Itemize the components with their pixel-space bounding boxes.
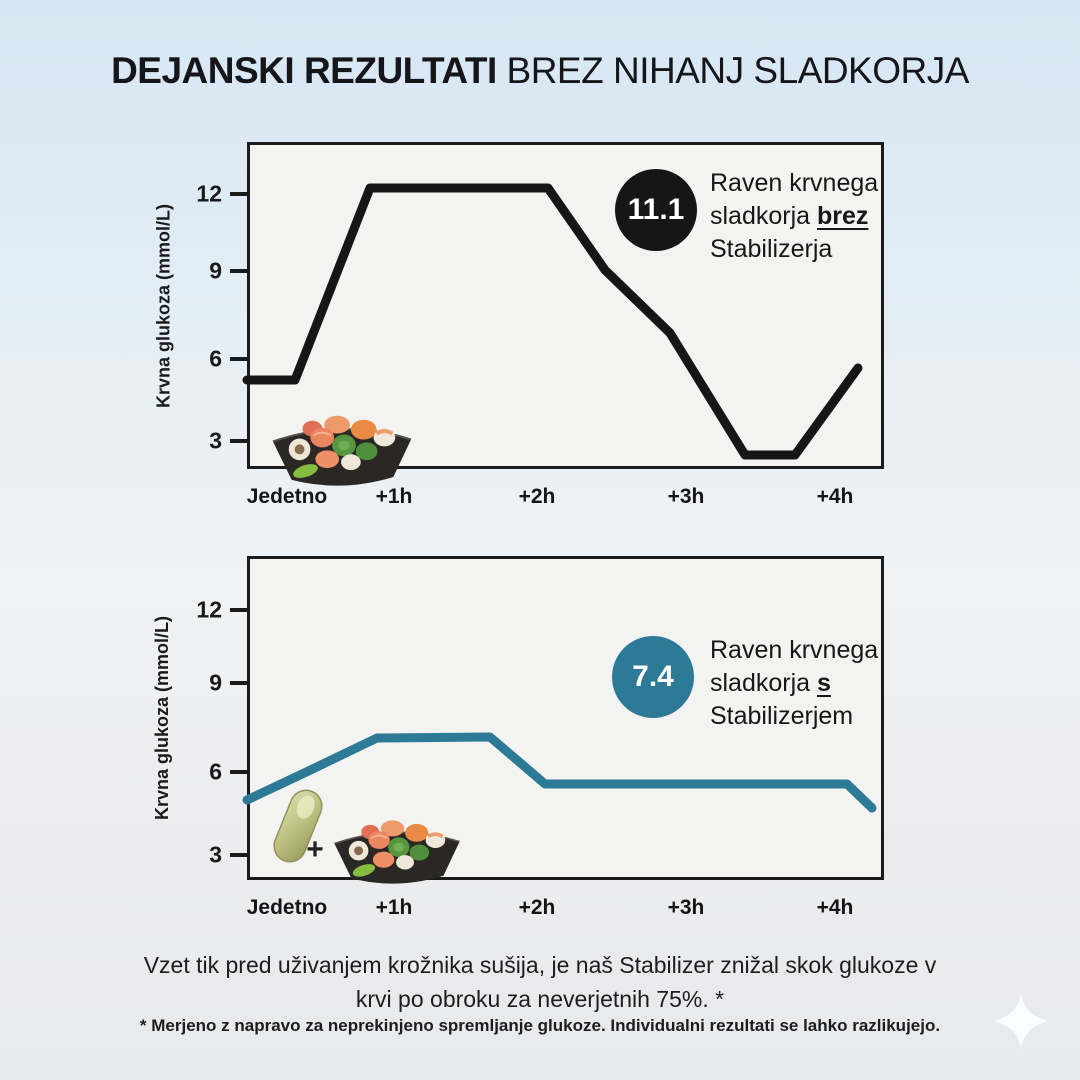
x-tick-meal: Jedetno bbox=[246, 896, 328, 919]
y-axis-label: Krvna glukoza (mmol/L) bbox=[152, 615, 172, 821]
x-tick-3h: +3h bbox=[667, 896, 705, 919]
y-tick-mark bbox=[230, 608, 247, 612]
y-tick-mark bbox=[230, 853, 247, 857]
series-label-line1: Raven krvnega bbox=[710, 636, 879, 664]
series-label-with bbox=[710, 634, 910, 733]
peak-value-badge-without bbox=[615, 169, 697, 251]
y-tick-label: 12 bbox=[196, 180, 222, 207]
y-tick-mark bbox=[230, 439, 247, 443]
y-tick-mark bbox=[230, 770, 247, 774]
x-tick-4h: +4h bbox=[816, 896, 854, 919]
caption-line1: Vzet tik pred uživanjem krožnika sušija, je naš Stabilizer znižal skok glukoze v bbox=[143, 952, 937, 978]
result-caption bbox=[0, 948, 1080, 1016]
y-tick-mark bbox=[230, 681, 247, 685]
y-tick-label: 6 bbox=[209, 345, 222, 372]
peak-value: 7.4 bbox=[632, 660, 674, 693]
y-tick-mark bbox=[230, 192, 247, 196]
x-tick-4h: +4h bbox=[816, 485, 854, 508]
sushi-plate-icon bbox=[268, 388, 416, 487]
title-rest: BREZ NIHANJ SLADKORJA bbox=[496, 50, 969, 91]
page-title bbox=[0, 50, 1080, 92]
series-label-line2: sladkorja bbox=[710, 202, 817, 230]
y-tick-label: 9 bbox=[209, 257, 222, 284]
y-tick-label: 9 bbox=[209, 669, 222, 696]
plot-area-without bbox=[196, 142, 884, 469]
caption-line2: krvi po obroku za neverjetnih 75%. * bbox=[355, 986, 725, 1012]
chart-without-stabilizer bbox=[0, 142, 1080, 508]
sushi-plate-icon bbox=[330, 795, 464, 885]
chart-with-stabilizer bbox=[0, 556, 1080, 919]
x-tick-3h: +3h bbox=[667, 485, 705, 508]
x-tick-1h: +1h bbox=[375, 896, 413, 919]
series-label-line3: Stabilizerja bbox=[710, 235, 833, 263]
y-axis-label: Krvna glukoza (mmol/L) bbox=[153, 203, 174, 409]
y-tick-label: 6 bbox=[209, 758, 222, 785]
peak-value-badge-with bbox=[612, 636, 694, 718]
x-tick-meal: Jedetno bbox=[246, 485, 328, 508]
series-label-emphasis: brez bbox=[817, 202, 869, 230]
peak-value: 11.1 bbox=[627, 193, 685, 226]
disclaimer-footnote: * Merjeno z napravo za neprekinjeno spremljanje glukoze. Individualni rezultati se lahko razlikujejo. bbox=[139, 1016, 941, 1035]
y-tick-mark bbox=[230, 269, 247, 273]
series-label-line3: Stabilizerjem bbox=[710, 702, 854, 730]
x-tick-1h: +1h bbox=[375, 485, 413, 508]
plus-sign: + bbox=[306, 833, 324, 866]
sparkle-icon bbox=[992, 992, 1050, 1050]
y-tick-label: 12 bbox=[196, 596, 222, 623]
series-label-line1: Raven krvnega bbox=[710, 169, 879, 197]
y-tick-label: 3 bbox=[209, 841, 222, 868]
series-label-line2: sladkorja bbox=[710, 669, 817, 697]
x-tick-2h: +2h bbox=[518, 485, 556, 508]
title-emphasis: DEJANSKI REZULTATI bbox=[111, 50, 497, 91]
plot-area-with bbox=[196, 556, 884, 880]
series-label-emphasis: s bbox=[817, 669, 831, 697]
y-tick-mark bbox=[230, 357, 247, 361]
x-tick-2h: +2h bbox=[518, 896, 556, 919]
y-tick-label: 3 bbox=[209, 427, 222, 454]
series-label-without bbox=[710, 167, 910, 266]
